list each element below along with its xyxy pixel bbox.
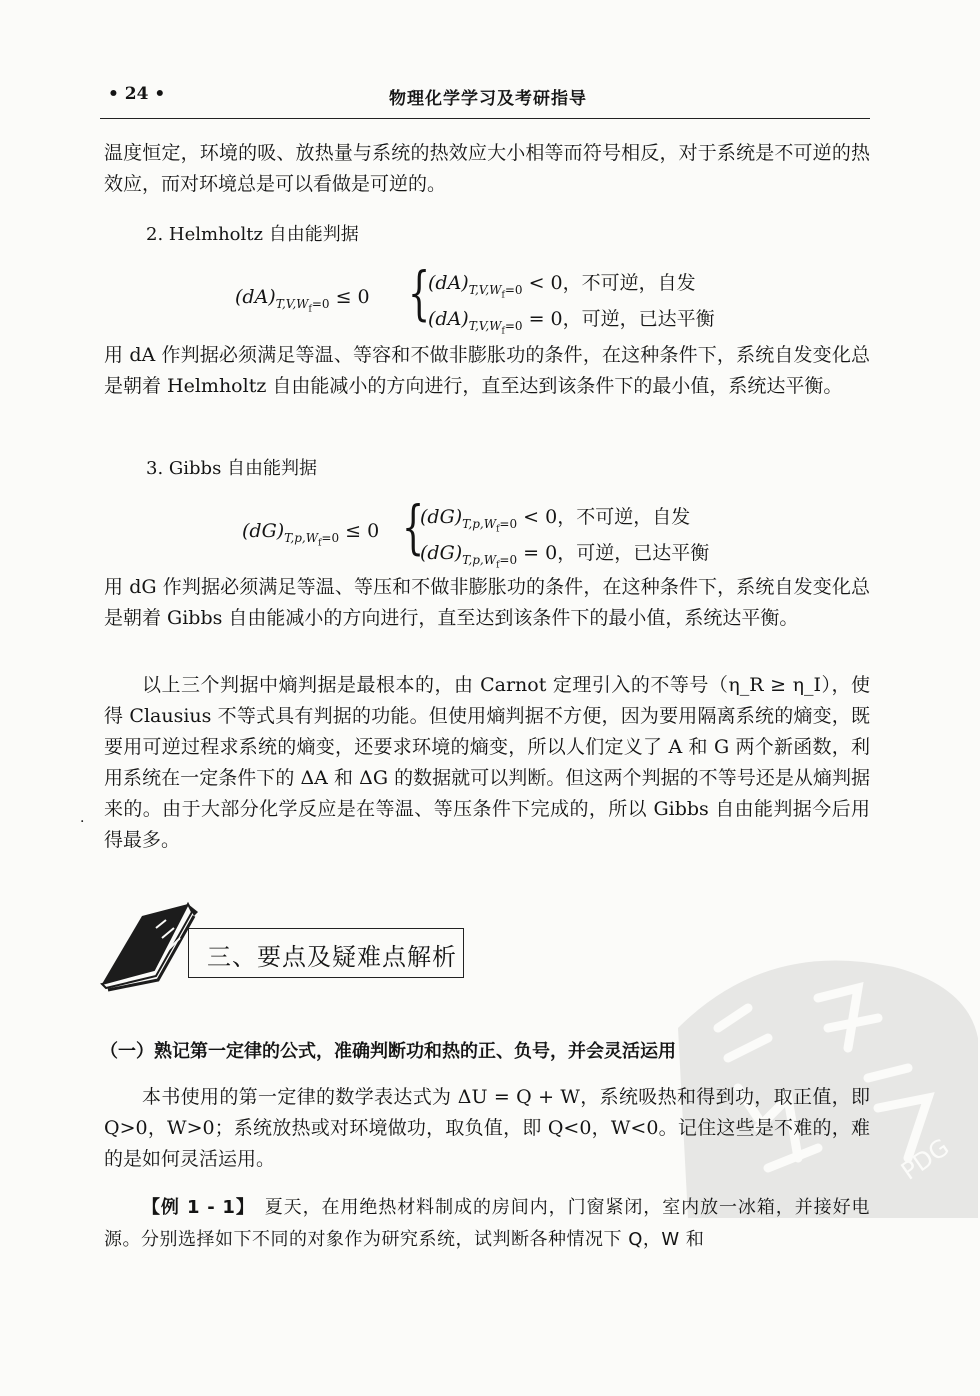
brace-icon: { xyxy=(408,259,431,327)
gibbs-paragraph: 用 dG 作判据必须满足等温、等压和不做非膨胀功的条件，在这种条件下，系统自发变化总是朝着 Gibbs 自由能减小的方向进行，直至达到该条件下的最小值，系统达平衡。 xyxy=(104,576,870,629)
gibbs-lhs: $(dG)_{T,p,W_f=0} \le 0$ xyxy=(242,520,380,549)
margin-dot: · xyxy=(80,814,85,830)
example-tag: 【例 1 - 1】 xyxy=(142,1197,246,1218)
subsection-heading: （一）熟记第一定律的公式，准确判断功和热的正、负号，并会灵活运用 xyxy=(100,1041,676,1062)
gibbs-case-2: $(dG)_{T,p,W_f=0} = 0$，可逆，已达平衡 xyxy=(420,542,710,571)
brace-icon: { xyxy=(402,493,425,561)
helmholtz-case-1: $(dA)_{T,V,W_f=0} < 0$，不可逆，自发 xyxy=(428,272,696,301)
section-heading-box xyxy=(188,928,464,978)
gibbs-heading: 3. Gibbs 自由能判据 xyxy=(146,458,318,479)
helmholtz-lhs: $(dA)_{T,V,W_f=0} \le 0$ xyxy=(235,286,370,315)
header-rule xyxy=(100,118,870,119)
helmholtz-paragraph: 用 dA 作判据必须满足等温、等容和不做非膨胀功的条件，在这种条件下，系统自发变化总是朝着 Helmholtz 自由能减小的方向进行，直至达到该条件下的最小值，系统达平衡。 xyxy=(104,344,870,397)
example-paragraph xyxy=(104,1192,870,1256)
helmholtz-case-2: $(dA)_{T,V,W_f=0} = 0$，可逆，已达平衡 xyxy=(428,308,715,337)
helmholtz-heading: 2. Helmholtz 自由能判据 xyxy=(146,224,359,245)
first-law-paragraph: 本书使用的第一定律的数学表达式为 ΔU = Q + W，系统吸热和得到功，取正值，即 Q>0，W>0；系统放热或对环境做功，取负值，即 Q<0，W<0。记住这些是不难的，难的是如何灵活运用。 xyxy=(104,1086,870,1170)
section-title: 三、要点及疑难点解析 xyxy=(207,943,457,971)
intro-paragraph: 温度恒定，环境的吸、放热量与系统的热效应大小相等而符号相反，对于系统是不可逆的热效应，而对环境总是可以看做是可逆的。 xyxy=(104,142,870,195)
page-header xyxy=(108,84,868,114)
gibbs-formula xyxy=(0,493,980,571)
helmholtz-formula xyxy=(0,259,980,337)
page-number: • 24 • xyxy=(108,84,166,104)
example-text: 夏天，在用绝热材料制成的房间内，门窗紧闭，室内放一冰箱，并接好电源。分别选择如下不同的对象作为研究系统，试判断各种情况下 Q，W 和 xyxy=(104,1197,870,1250)
gibbs-case-1: $(dG)_{T,p,W_f=0} < 0$，不可逆，自发 xyxy=(420,506,691,535)
summary-paragraph: 以上三个判据中熵判据是最根本的，由 Carnot 定理引入的不等号（η_R ≥ η_I），使得 Clausius 不等式具有判据的功能。但使用熵判据不方便，因为要用隔离系统的熵变，既要用可逆过程求系统的熵变，还要求环境的熵变，所以人们定义了 A 和 G 两个新函数，利用系统在一定条件下的 ΔA 和 ΔG 的数据就可以判断。但这两个判据的不等号还是从熵判据来的。由于大部分化学反应是在等温、等压条件下完成的，所以 Gibbs 自由能判据今后用得最多。 xyxy=(104,674,870,851)
watermark-text: PDG xyxy=(895,1133,955,1186)
running-title: 物理化学学习及考研指导 xyxy=(389,89,587,109)
